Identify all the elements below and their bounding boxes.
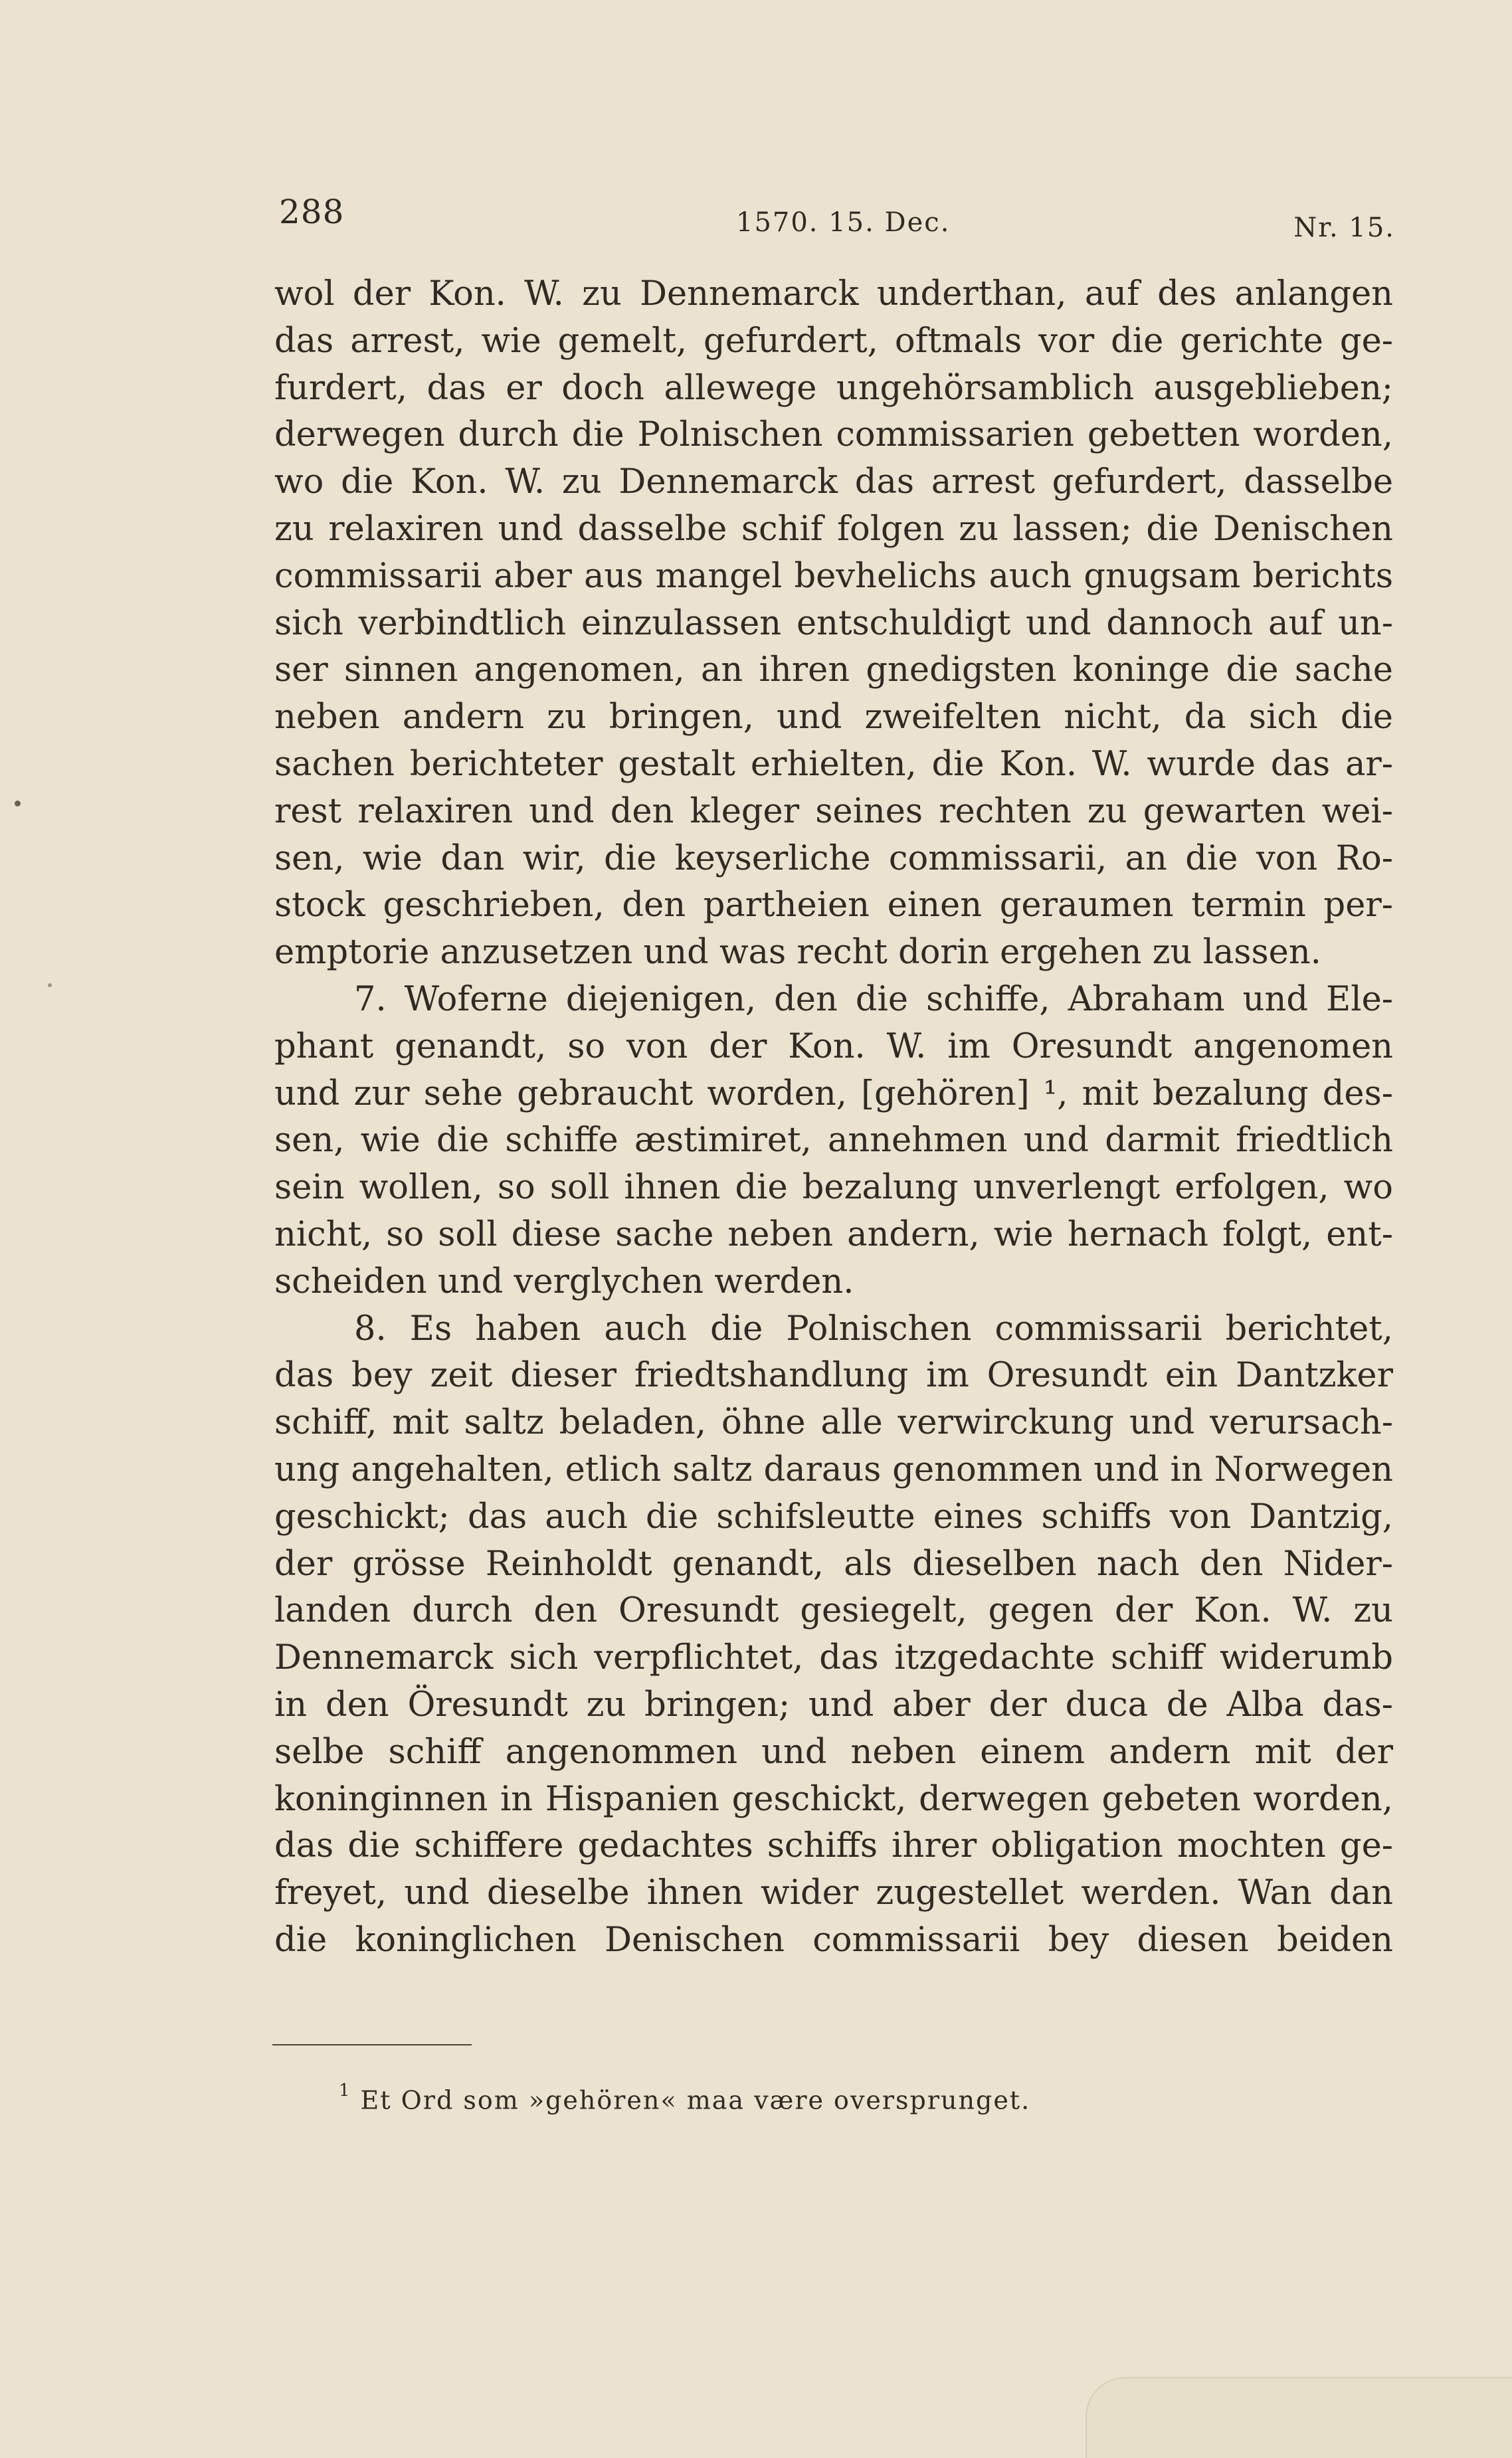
text-line: emptorie anzusetzen und was recht dorin ergehen zu lassen. [274,933,1321,973]
document-number: Nr. 15. [1293,213,1395,243]
text-line: ser sinnen angenomen, an ihren gnedigsten koninge die sache [274,650,1393,690]
text-line: derwegen durch die Polnischen commissarien gebetten worden, [274,415,1393,455]
page-header [279,193,1395,246]
text-line: Dennemarck sich verpflichtet, das itzgedachte schiff widerumb [274,1638,1393,1678]
text-line: scheiden und verglychen werden. [274,1262,854,1301]
paragraph-8-start: 8. Es haben auch die Polnischen commissarii berichtet, [354,1309,1393,1349]
text-line: sen, wie die schiffe æstimiret, annehmen und darmit friedtlich [274,1121,1393,1161]
text-line: und zur sehe gebraucht worden, [gehören] ¹, mit bezalung des- [274,1074,1393,1113]
text-line: selbe schiff angenommen und neben einem andern mit der [274,1732,1393,1772]
text-line: der grösse Reinholdt genandt, als dieselben nach den Nider- [274,1544,1393,1584]
text-line: das arrest, wie gemelt, gefurdert, oftmals vor die gerichte ge- [274,321,1393,361]
body-text [274,271,1393,1964]
text-line: in den Öresundt zu bringen; und aber der duca de Alba das- [274,1685,1393,1725]
text-line: wo die Kon. W. zu Dennemarck das arrest gefurdert, dasselbe [274,462,1393,502]
paper-speck [48,983,52,987]
text-line: koninginnen in Hispanien geschickt, derwegen gebeten worden, [274,1779,1393,1819]
text-line: rest relaxiren und den kleger seines rechten zu gewarten wei- [274,791,1393,831]
footnote-divider [272,2044,472,2045]
text-line: wol der Kon. W. zu Dennemarck underthan, auf des anlangen [274,274,1393,314]
text-line: landen durch den Oresundt gesiegelt, gegen der Kon. W. zu [274,1591,1393,1631]
text-line: sen, wie dan wir, die keyserliche commissarii, an die von Ro- [274,838,1393,878]
text-line: phant genandt, so von der Kon. W. im Oresundt angenomen [274,1026,1393,1066]
text-line: das bey zeit dieser friedtshandlung im Oresundt ein Dantzker [274,1356,1393,1396]
text-line: geschickt; das auch die schifsleutte eines schiffs von Dantzig, [274,1497,1393,1537]
paragraph-7-start: 7. Woferne diejenigen, den die schiffe, Abraham und Ele- [354,979,1393,1019]
text-line: sachen berichteter gestalt erhielten, die Kon. W. wurde das ar- [274,744,1393,784]
text-line: zu relaxiren und dasselbe schif folgen zu lassen; die Denischen [274,509,1393,549]
footnote-text: Et Ord som »gehören« maa være oversprunget. [360,2085,1031,2115]
text-line: commissarii aber aus mangel bevhelichs auch gnugsam berichts [274,556,1393,596]
text-line: das die schiffere gedachtes schiffs ihrer obligation mochten ge- [274,1826,1393,1866]
text-line: neben andern zu bringen, und zweifelten nicht, da sich die [274,698,1393,737]
text-line: stock geschrieben, den partheien einen geraumen termin per- [274,886,1393,925]
paper-speck [15,801,21,806]
text-line: sich verbindtlich einzulassen entschuldigt und dannoch auf un- [274,603,1393,643]
page-fold-edge [1086,2377,1512,2458]
header-date: 1570. 15. Dec. [736,207,951,238]
text-line: die koninglichen Denischen commissarii bey diesen beiden [274,1920,1393,1960]
page-number: 288 [279,193,345,231]
text-line: furdert, das er doch allewege ungehörsamblich ausgeblieben; [274,368,1393,408]
text-line: sein wollen, so soll ihnen die bezalung unverlengt erfolgen, wo [274,1168,1393,1208]
footnote [339,2081,1031,2115]
text-line: schiff, mit saltz beladen, öhne alle verwirckung und verursach- [274,1403,1393,1443]
text-line: nicht, so soll diese sache neben andern, wie hernach folgt, ent- [274,1214,1393,1254]
text-line: ung angehalten, etlich saltz daraus genommen und in Norwegen [274,1450,1393,1489]
footnote-marker: 1 [339,2081,351,2101]
text-line: freyet, und dieselbe ihnen wider zugestellet werden. Wan dan [274,1873,1393,1913]
